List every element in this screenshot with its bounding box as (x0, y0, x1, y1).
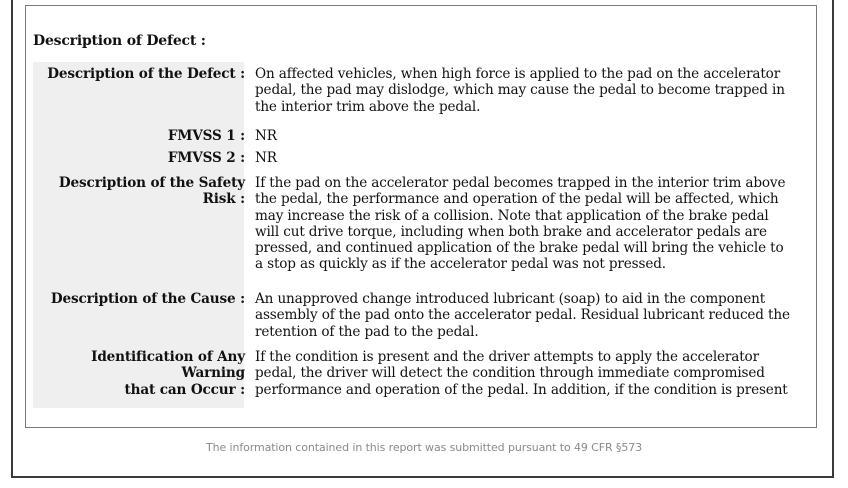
row-value: If the condition is present and the driver attempts to apply the accelerator pedal, the driver will detect the condition through immediate compromised performance and operation of the pedal. In addition, if the condition is present (255, 349, 788, 398)
row-value: On affected vehicles, when high force is applied to the pad on the accelerator pedal, the pad may dislodge, which may cause the pedal to become trapped in the interior trim above the pedal. (255, 66, 785, 115)
row-label: FMVSS 2 : (167, 150, 245, 166)
row-value: If the pad on the accelerator pedal becomes trapped in the interior trim above the pedal, the performance and operation of the pedal will be affected, which may increase the risk of a collision. Note that application of the brake pedal will cut drive torque, including when both brake and accelerator pedals are pressed, and continued application of the brake pedal will bring the vehicle to a stop as quickly as if the accelerator pedal was not pressed. (255, 175, 786, 273)
row-value: NR (255, 150, 277, 166)
row-label: Description of the Cause : (50, 291, 245, 307)
row-value: An unapproved change introduced lubricant (soap) to aid in the component assembly of the pad onto the accelerator pedal. Residual lubricant reduced the retention of the pad to the pedal. (255, 291, 790, 340)
footer-note: The information contained in this report was submitted pursuant to 49 CFR §573 (205, 441, 643, 454)
row-label: Identification of Any Warning that can Occur : (91, 349, 245, 398)
row-value: NR (255, 128, 277, 144)
row-label: Description of the Defect : (47, 66, 245, 82)
row-label: Description of the Safety Risk : (58, 175, 245, 208)
row-label: FMVSS 1 : (167, 128, 245, 144)
section-title: Description of Defect : (33, 33, 206, 49)
